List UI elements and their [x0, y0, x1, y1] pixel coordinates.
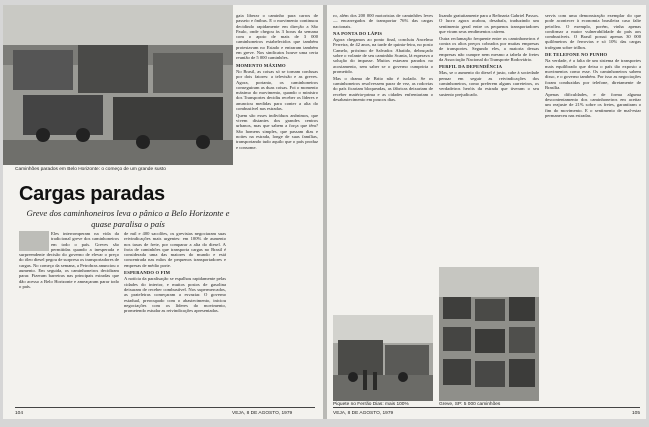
r-column-1-text-3: Mas o drama de Brito não é isolado. Se os caminhoneiros resolvessem parar de vez, as rodovias do país ficariam bloqueadas, as fábricas deixariam de receber matéria-prima e as cidades enfrentariam o desabastecimento em poucos dias. [333, 75, 433, 102]
strike-photo-caption: Greve, SP: 5 000 caminhões [439, 402, 501, 407]
trucks-photo [3, 5, 233, 165]
subheading-esperando: ESPERANDO O FIM [124, 270, 171, 276]
drop-cap-image [19, 231, 49, 251]
article-deck: Greve dos caminhoneiros leva o pânico a Belo Horizonte e quase paralisa o país [26, 208, 230, 229]
left-page [3, 5, 323, 419]
r-column-3-text-2: Na verdade, é a falta de um sistema de transportes mais equilibrado que deixa o país tão exposto a movimentos como esse. Os caminhoneiros sabem disso, e o governo também. Por isso as negociações foram conduzidas por telefone, diretamente de Brasília. [545, 58, 641, 90]
article-intro: Eles interromperam na vida da tradicional greve dos caminhoneiros em todo o país. Greves são permitidas quando a inesperada e surpreendente decisão do governo de elevar o preço do óleo diesel pegou de surpresa os transportadores de cargas. No começo da semana, a Petrobras anunciou o aumento. Em seguida, os caminhoneiros decidiram parar. Fizeram barreiras nas principais estradas que dão acesso a Belo Horizonte e ameaçaram parar todo o país. [19, 231, 119, 289]
picket-photo-image [333, 315, 433, 401]
left-page-number: 104 [15, 411, 24, 416]
strike-photo-image [439, 267, 539, 401]
right-column-2 [439, 13, 539, 265]
r-column-3-text: servis com uma demonstração exemplar do que pode acontecer à economia brasileira caso falte petróleo. O exemplo, porém, vinha apenas confirmar a maior vulnerabilidade do país aos combustíveis. O Brasil possui apenas 30 000 quilômetros de ferrovias e só 10% das cargas trafegam sobre trilhos. [545, 13, 641, 50]
r-column-2-text: lisando gratuitamente para a Refinaria Gabriel Passos. O lucro agora acabou, desabafa, traduzindo um sentimento geral entre os pequenos transportadores que viram seus rendimentos caírem. [439, 13, 539, 34]
column-3-text-2: No Brasil, as coisas só se tornam confusas por dois fatores: a televisão e as greves. Agora, portanto, os caminhoneiros conseguiram as duas coisas. Foi o momento máximo do movimento, quando o ministro dos Transportes decidiu receber os líderes e anunciou medidas para conter a alta do combustível nas estradas. [236, 68, 318, 112]
right-page-number: 105 [631, 411, 640, 416]
r-column-1-text-2: Agora chegamos ao ponto final, concluiu Ancelmo Ferreira, de 42 anos, na tarde de quinta-feira, no posto Camelo, próximo de Salvador. Abatido, debruçado sobre o volante de seu caminhão Scania, lá esperava a solução do impasse. Muitos estavam parados no acostamento, sem saber se o governo cumpriria o prometido. [333, 37, 433, 74]
r-column-3-text-3: Apenas dificuldades, e de forma alguma descontentamento dos caminhoneiros em aceitar um reajuste de 21% sobre os fretes, garantiram o fim do movimento. E o sentimento de mal-estar permaneceu nas estradas. [545, 91, 641, 118]
picket-photo-caption: Piquete no Ferrão Dias: mais 100% [333, 402, 409, 407]
left-column-2 [124, 231, 226, 409]
right-footer: VEJA, 8 DE AGOSTO, 1979 [333, 411, 394, 416]
right-footer-rule [333, 407, 640, 408]
r-column-2-text-2: Outra reclamação frequente entre os caminhoneiros é contra os altos preços cobrados por muitas empresas de transportes. Segundo eles, a maioria dessas empresas não cumpre nem mesmo a tabela de fretes da Associação Nacional do Transporte Rodoviário. [439, 35, 539, 62]
column-2-text: de mil e 400 sacolões, os grevistas negociaram suas reivindicações mais urgentes: em 100% de aumento nos taxas de frete, por comparar a alta do diesel. A frota de caminhões que transporta cargas no Brasil é considerada uma das maiores do mundo e está concentrada nas mãos de pequenos transportadores e empresas de médio porte. [124, 231, 226, 268]
photo-caption: Caminhões parados em Belo Horizonte: o começo de um grande susto [15, 167, 166, 172]
left-column-1 [19, 231, 119, 409]
column-2-text-2: A notícia da paralisação se espalhou rapidamente pelas cidades do interior, e muitos postos de gasolina deixaram de receber combustível. Nos supermercados, as prateleiras começaram a esvaziar. O governo estadual, preocupado com o abastecimento, iniciou negociações com os líderes do movimento, prometendo estudar as reivindicações apresentadas. [124, 276, 226, 314]
right-page [327, 5, 646, 419]
right-column-1 [333, 13, 433, 313]
subheading-ponta: NA PONTA DO LÁPIS [333, 30, 383, 36]
picket-photo [333, 315, 433, 401]
article-headline: Cargas paradas [19, 183, 165, 205]
right-column-3 [545, 13, 641, 409]
column-3-text: gaia liberar o caminho para carros de passeio e ônibus. E o movimento continuou decidindo rapidamente em direção a São Paulo, onde chegou às 3 horas da semana com o apoio de mais de 3 000 caminhoneiros estabelecidos que também protestavam no Estado e entraram também em greve. Nos sindicatos houve uma certa reunião de 5 000 caminhões. [236, 13, 318, 61]
subheading-perfil: PERFIL DA DEPENDÊNCIA [439, 64, 503, 70]
left-footer: VEJA, 8 DE AGOSTO, 1979 [232, 411, 293, 416]
strike-photo [439, 267, 539, 401]
r-column-2-text-3: Mas, se o aumento do diesel é justo, cabe à sociedade pensar em seguir as reivindicações dos caminhoneiros, como preferem alguns carreteiros, os verdadeiros heróis da estrada que tiveram o seu sustento prejudicado. [439, 70, 539, 97]
r-column-1-text: ro, além dos 200 000 motoristas de caminhões leves — encarregados de transportar 76% das cargas nacionais. [333, 13, 433, 29]
left-column-3 [236, 13, 318, 409]
subheading-momento: MOMENTO MÁXIMO [236, 62, 286, 68]
footer-rule [15, 407, 315, 408]
subheading-telefone: DE TELEFONE NO PUNHO [545, 52, 608, 58]
column-3-text-3: Quem são esses indivíduos anônimos, que vivem distantes dos grandes centros urbanos, mas que sabem a força que têm? São homens simples, que passam dias e noites na estrada, longe de suas famílias, transportando tudo aquilo que o país produz e consome. [236, 112, 318, 150]
trucks-photo-image [3, 5, 233, 165]
